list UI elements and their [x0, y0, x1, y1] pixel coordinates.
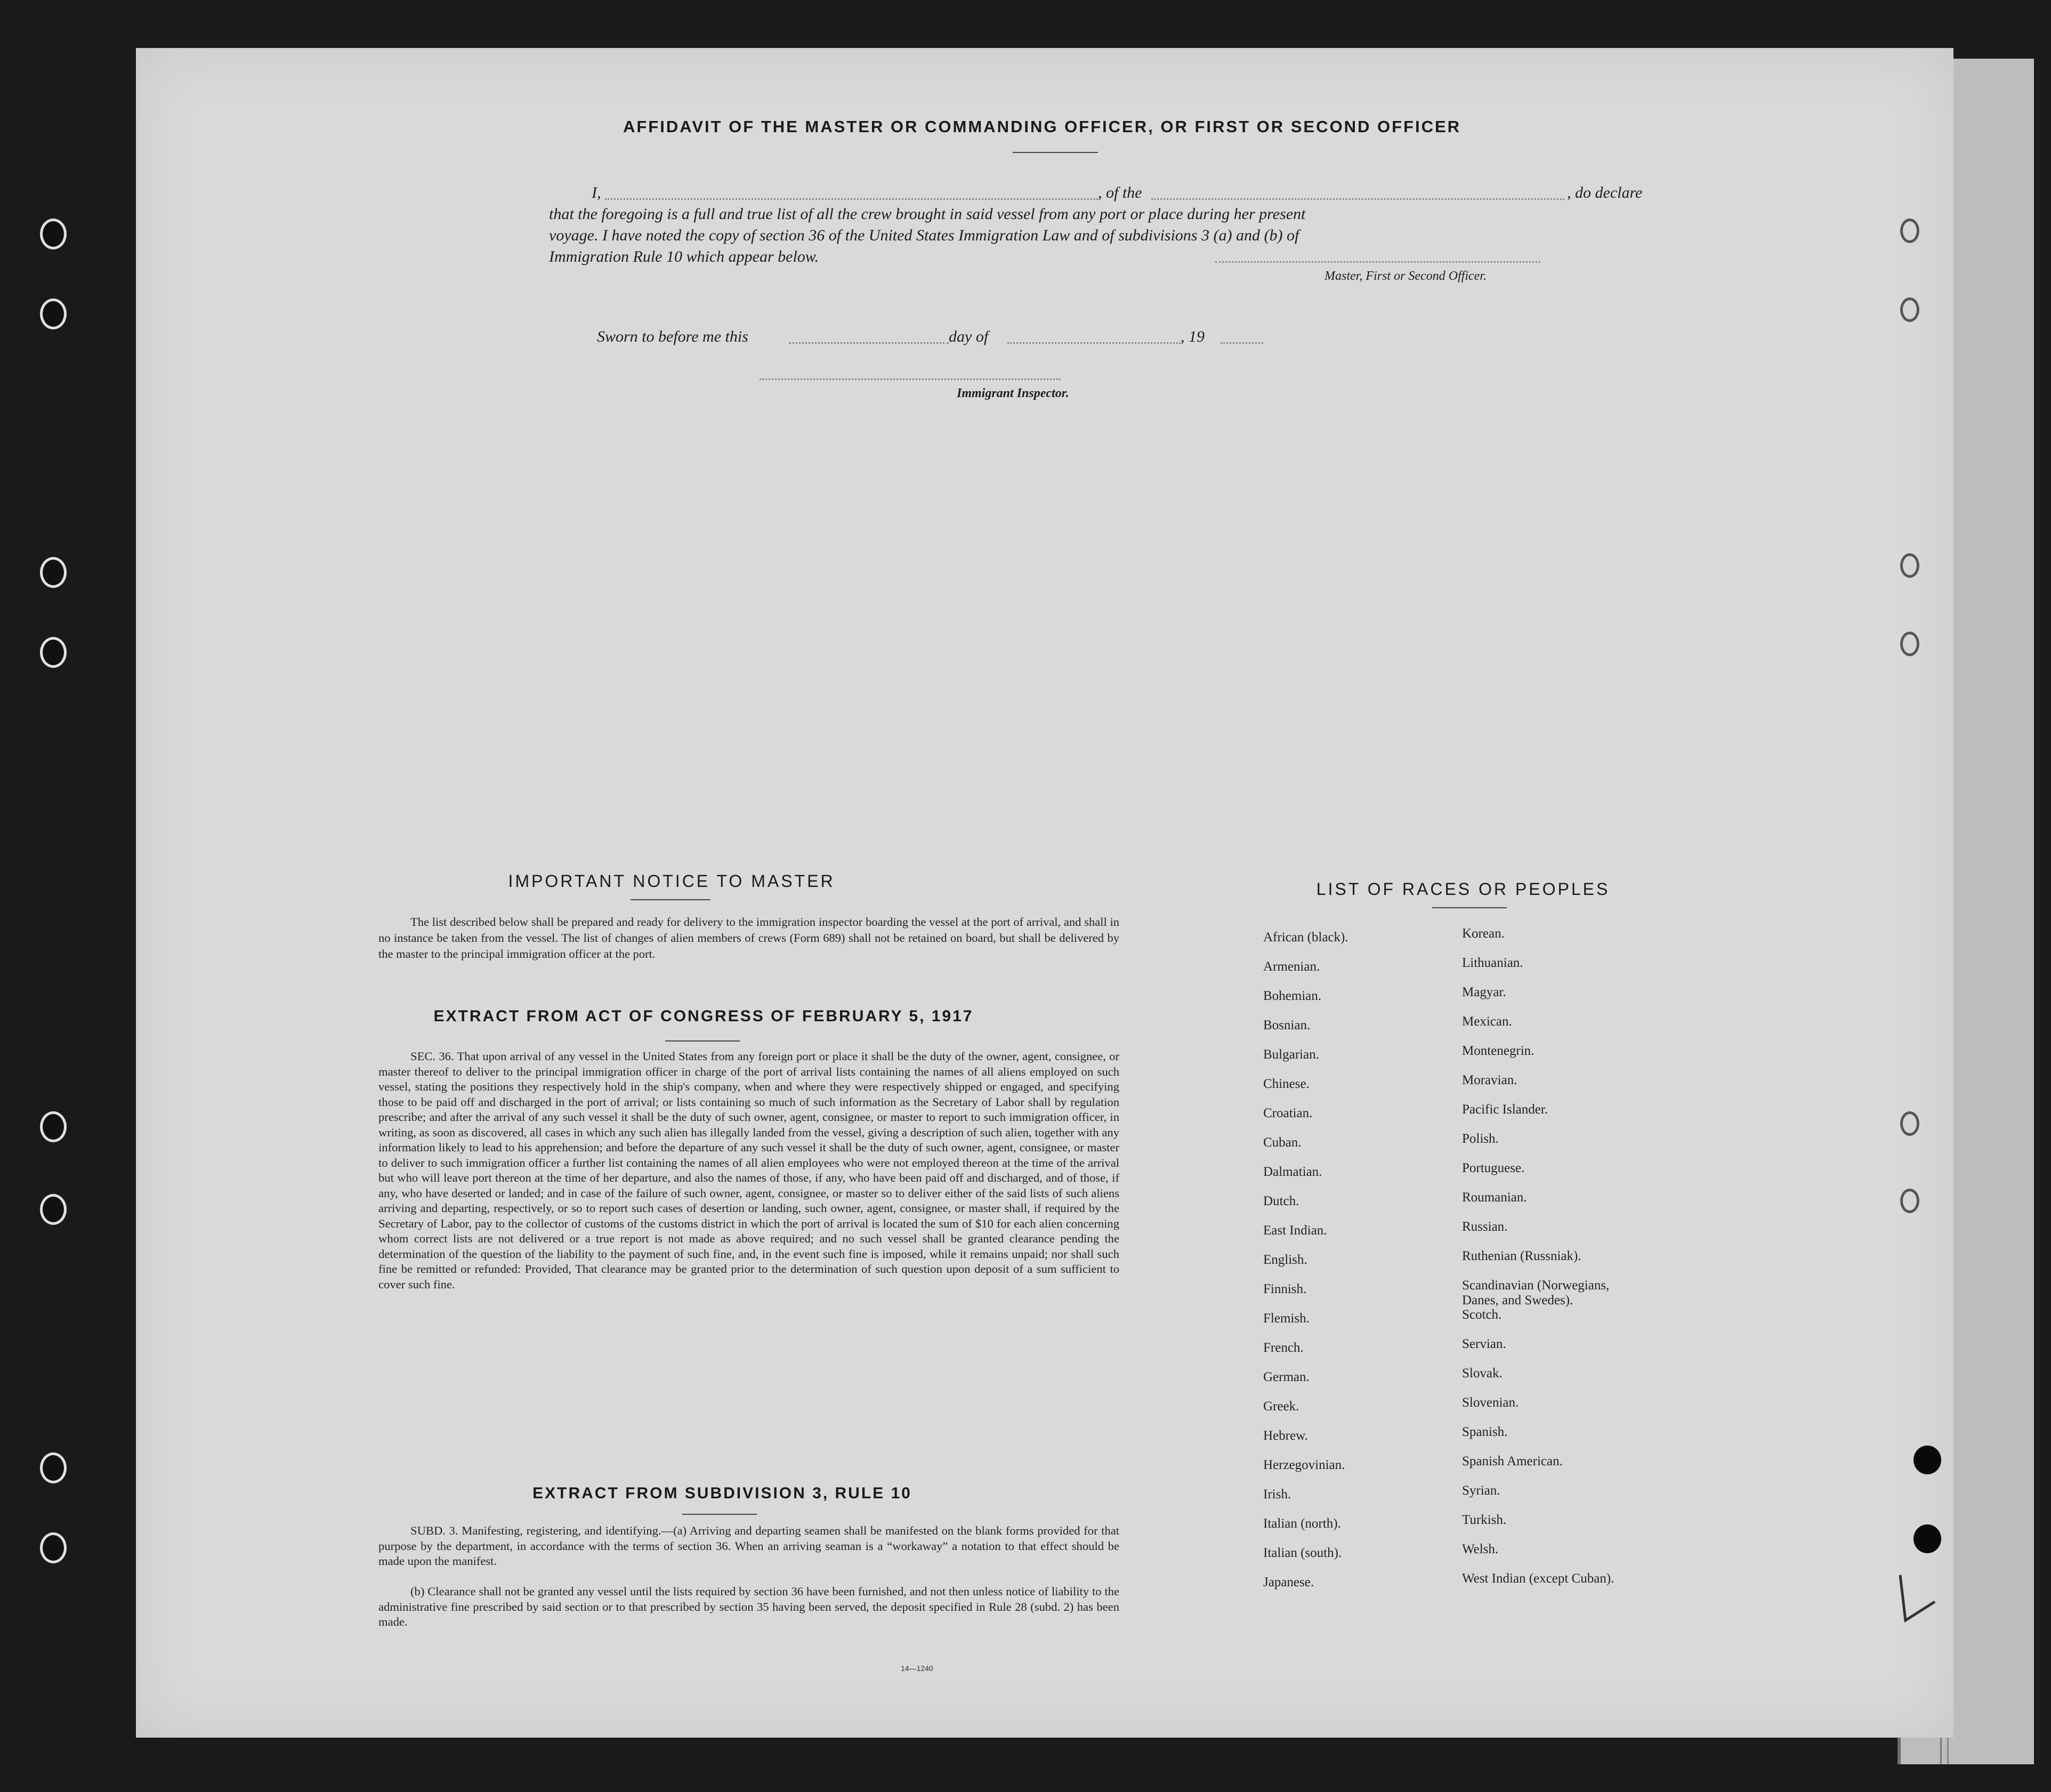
race-item: Armenian.	[1263, 959, 1320, 974]
race-item: Italian (south).	[1263, 1546, 1342, 1560]
race-item: Russian.	[1462, 1220, 1508, 1234]
races-left-column	[1263, 930, 1349, 1604]
title-rule	[1432, 907, 1507, 908]
race-item: Croatian.	[1263, 1106, 1313, 1120]
binder-hole	[40, 1194, 67, 1225]
binder-hole	[1913, 1446, 1941, 1474]
binder-hole	[40, 298, 67, 329]
race-item: Pacific Islander.	[1462, 1102, 1548, 1117]
affidavit-declare: , do declare	[1567, 184, 1643, 201]
day-blank	[789, 342, 949, 344]
affidavit-line-2: that the foregoing is a full and true list of all the crew brought in said vessel from any port or place during her present	[549, 205, 1306, 223]
title-rule	[665, 1040, 740, 1042]
binder-hole	[40, 557, 67, 588]
binder-hole	[1913, 1524, 1941, 1553]
year-text: , 19	[1181, 328, 1205, 345]
race-item: Hebrew.	[1263, 1428, 1308, 1443]
race-item: Slovak.	[1462, 1366, 1503, 1381]
race-item: Flemish.	[1263, 1311, 1310, 1326]
race-item: Spanish American.	[1462, 1454, 1563, 1468]
race-item: Bohemian.	[1263, 989, 1322, 1003]
race-item: Servian.	[1462, 1337, 1506, 1351]
race-item: West Indian (except Cuban).	[1462, 1571, 1614, 1586]
race-item: Dutch.	[1263, 1194, 1299, 1208]
document-page	[136, 48, 1953, 1738]
binder-hole	[40, 219, 67, 249]
binder-hole	[1900, 553, 1919, 578]
race-item: Scotch.	[1462, 1307, 1502, 1322]
title-rule	[1013, 152, 1098, 153]
binder-hole	[1900, 1189, 1919, 1213]
signature-blank	[1215, 261, 1540, 263]
sworn-text: Sworn to before me this	[597, 328, 748, 345]
race-item: Chinese.	[1263, 1077, 1310, 1091]
binder-hole	[40, 1452, 67, 1483]
races-right-column	[1462, 926, 1638, 1601]
race-item: French.	[1263, 1341, 1304, 1355]
race-item: Syrian.	[1462, 1483, 1500, 1498]
rule-para-b: (b) Clearance shall not be granted any vessel until the lists required by section 36 have been furnished, and not then unless notice of liability to the administrative fine prescribed by said section or to that prescribed by section 35 having been served, the deposit specified in Rule 28 (subd. 2) has been made.	[378, 1585, 1119, 1628]
rule-title: EXTRACT FROM SUBDIVISION 3, RULE 10	[532, 1484, 912, 1502]
affidavit-title: AFFIDAVIT OF THE MASTER OR COMMANDING OFFICER, OR FIRST OR SECOND OFFICER	[623, 117, 1461, 136]
race-item: Dalmatian.	[1263, 1165, 1322, 1179]
notice-body: The list described below shall be prepared and ready for delivery to the immigration inspector boarding the vessel at the port of arrival, and shall in no instance be taken from the vessel. The list of changes of alien members of crews (Form 689) shall not be retained on board, but shall be delivered by the master to the principal immigration officer at the port.	[378, 915, 1119, 960]
month-blank	[1007, 342, 1181, 344]
vessel-blank	[1151, 198, 1564, 200]
form-number: 14—1240	[901, 1664, 933, 1673]
name-blank	[605, 198, 1098, 200]
affidavit-line-3: voyage. I have noted the copy of section 36 of the United States Immigration Law and of subdivisions 3 (a) and (b) of	[549, 227, 1299, 244]
affidavit-of-the: , of the	[1098, 184, 1142, 201]
race-item: Magyar.	[1462, 985, 1506, 999]
race-item: Roumanian.	[1462, 1190, 1527, 1205]
day-of-text: day of	[949, 328, 989, 345]
inspector-signature-blank	[760, 378, 1061, 380]
race-item: Spanish.	[1462, 1425, 1508, 1439]
binder-hole	[1900, 297, 1919, 322]
binder-hole	[1900, 219, 1919, 243]
act-section-36: SEC. 36. That upon arrival of any vessel in the United States from any foreign port or place it shall be the duty of the owner, agent, consignee, or master thereof to deliver to the principal immigration officer in charge of the port of arrival lists containing the names of all aliens employed on such vessel, stating the positions they respectively hold in the ship's company, when and where they were respectively shipped or engaged, and specifying those to be paid off and discharged in the port of arrival; or lists containing so much of such information as the Secretary of Labor shall by regulation prescribe; and after the arrival of any such vessel it shall be the duty of such owner, agent, consignee, or master to report to such immigration officer, in writing, as soon as discovered, all cases in which any such alien has illegally landed from the vessel, giving a description of such alien, together with any information likely to lead to his apprehension; and before the departure of any such vessel it shall be the duty of such owner, agent, consignee, or master to deliver to such immigration officer a further list containing the names of all alien employees who were not employed thereon at the time of the arrival but who will leave port thereon at the time of her departure, and also the names of those, if any, who have been paid off and discharged, and of those, if any, who have deserted or landed; and in case of the failure of such owner, agent, consignee, or master so to deliver either of the said lists of such aliens arriving and departing, respectively, or so to report such cases of desertion or landing, such owner, agent, consignee, or master shall, if required by the Secretary of Labor, pay to the collector of customs of the customs district in which the port of arrival is located the sum of $10 for each alien concerning whom correct lists are not delivered or a true report is not made as above required; and no such vessel shall be granted clearance pending the determination of the question of the liability to the payment of such fine, and, in the event such fine is imposed, while it remains unpaid; nor shall such fine be remitted or refunded: Provided, That clearance may be granted prior to the determination of such question upon deposit of a sum sufficient to cover such fine.	[378, 1050, 1119, 1291]
affidavit-line-4: Immigration Rule 10 which appear below.	[549, 248, 819, 265]
race-item: Bosnian.	[1263, 1018, 1311, 1032]
races-title: LIST OF RACES OR PEOPLES	[1316, 879, 1610, 899]
race-item: Scandinavian (Norwegians, Danes, and Swedes).	[1462, 1278, 1610, 1307]
race-item: Herzegovinian.	[1263, 1458, 1345, 1472]
race-item: African (black).	[1263, 930, 1349, 945]
signature-label: Master, First or Second Officer.	[1325, 269, 1487, 283]
affidavit-i: I,	[592, 184, 601, 201]
inspector-label: Immigrant Inspector.	[957, 386, 1069, 400]
binder-hole	[1900, 632, 1919, 656]
race-item: Irish.	[1263, 1487, 1291, 1502]
race-item: German.	[1263, 1370, 1310, 1384]
race-item: East Indian.	[1263, 1223, 1327, 1238]
rule-para-a: SUBD. 3. Manifesting, registering, and identifying.—(a) Arriving and departing seamen shall be manifested on the blank forms provided for that purpose by the department, in accordance with the terms of section 36. When an arriving seaman is a “workaway” a notation to that effect should be made upon the manifest.	[378, 1524, 1119, 1568]
race-item: Welsh.	[1462, 1542, 1499, 1556]
title-rule	[682, 1514, 757, 1515]
race-item: Greek.	[1263, 1399, 1299, 1414]
race-item: Japanese.	[1263, 1575, 1314, 1589]
title-rule	[631, 899, 710, 900]
race-item: Mexican.	[1462, 1014, 1512, 1029]
race-item: Cuban.	[1263, 1135, 1302, 1150]
race-item: Finnish.	[1263, 1282, 1307, 1296]
race-item: Bulgarian.	[1263, 1047, 1319, 1062]
race-item: Ruthenian (Russniak).	[1462, 1249, 1581, 1263]
race-item: Slovenian.	[1462, 1395, 1519, 1410]
race-item: Lithuanian.	[1462, 956, 1523, 970]
pencil-mark-icon	[1892, 1570, 1940, 1634]
race-item: Portuguese.	[1462, 1161, 1525, 1175]
race-item: Polish.	[1462, 1132, 1499, 1146]
notice-title: IMPORTANT NOTICE TO MASTER	[508, 871, 835, 891]
binder-hole	[1900, 1111, 1919, 1136]
race-item: Korean.	[1462, 926, 1505, 941]
year-blank	[1221, 342, 1263, 344]
binder-hole	[40, 1532, 67, 1563]
binder-hole	[40, 637, 67, 668]
act-title: EXTRACT FROM ACT OF CONGRESS OF FEBRUARY 5, 1917	[433, 1007, 974, 1025]
race-item: Moravian.	[1462, 1073, 1517, 1087]
race-item: Turkish.	[1462, 1513, 1507, 1527]
race-item: Italian (north).	[1263, 1516, 1341, 1531]
binder-hole	[40, 1111, 67, 1142]
race-item: Montenegrin.	[1462, 1044, 1535, 1058]
race-item: English.	[1263, 1253, 1307, 1267]
